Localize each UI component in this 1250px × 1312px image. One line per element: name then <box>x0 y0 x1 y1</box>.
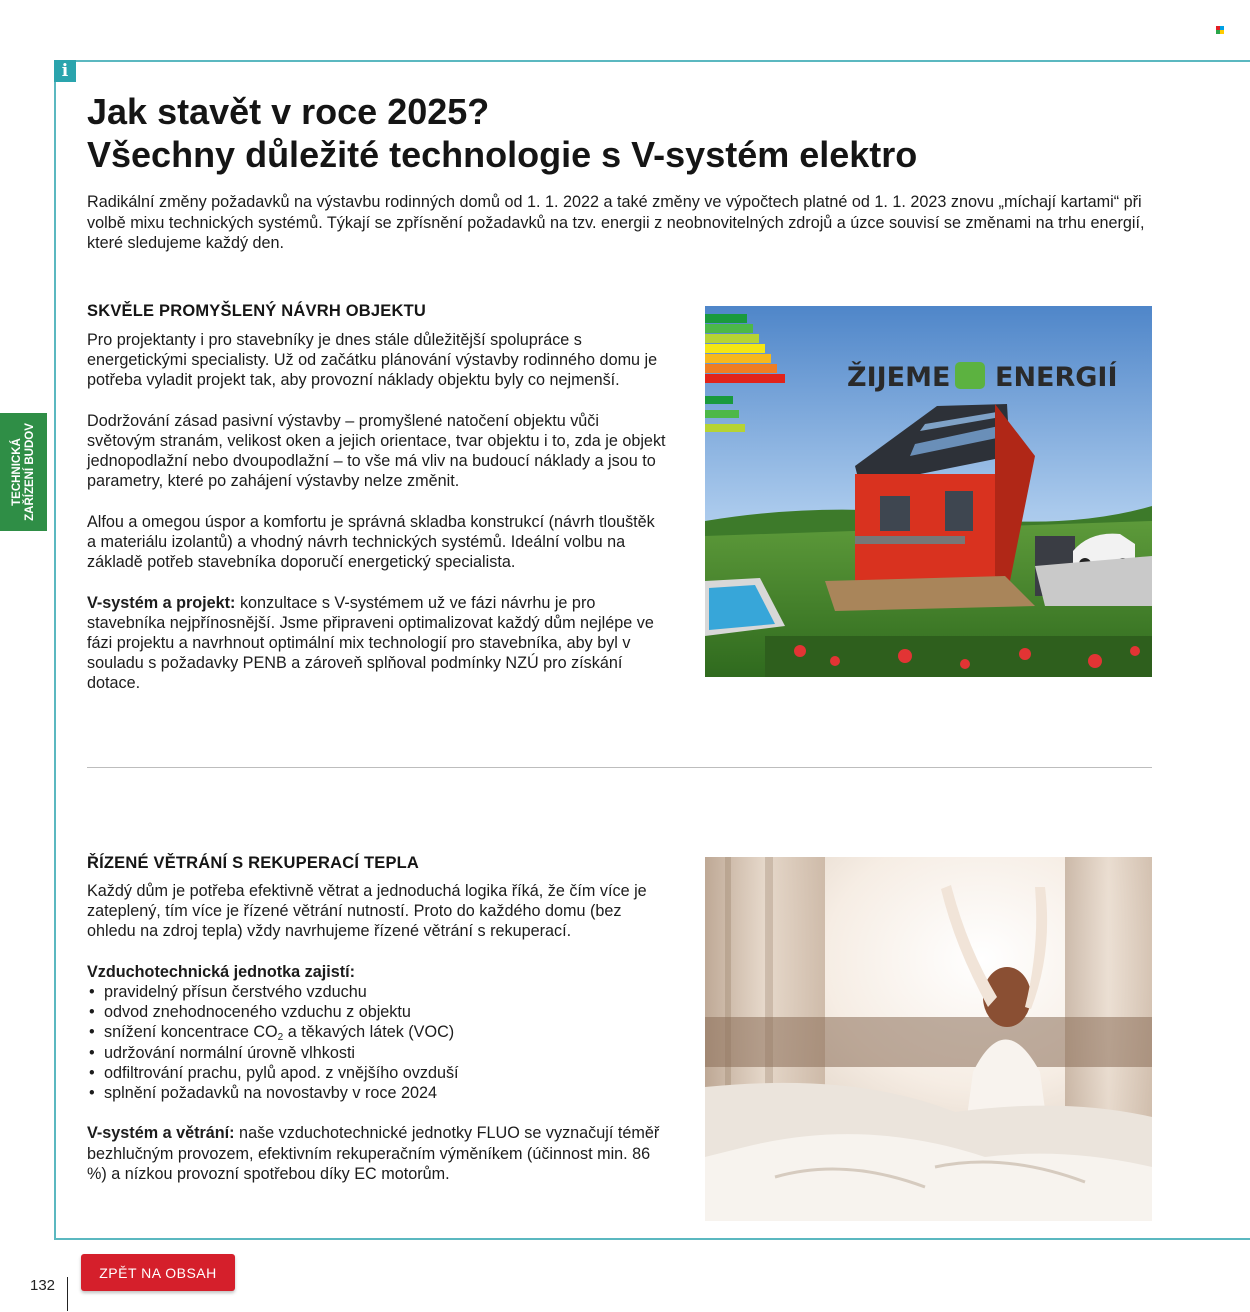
list-item: • odvod znehodnoceného vzduchu z objektu <box>87 1002 667 1022</box>
info-icon: i <box>54 60 76 82</box>
section2-body <box>87 881 667 1204</box>
vsystem-projekt-label: V-systém a projekt: <box>87 593 236 612</box>
side-tab-line1: TECHNICKÁ <box>10 438 23 506</box>
page-number: 132 <box>30 1277 56 1294</box>
brand-logo-icon <box>1216 26 1225 34</box>
section1-title: SKVĚLE PROMYŠLENÝ NÁVRH OBJEKTU <box>87 302 426 320</box>
back-to-contents-button[interactable]: ZPĚT NA OBSAH <box>81 1254 235 1291</box>
vsystem-vetrani-label: V-systém a větrání: <box>87 1124 235 1143</box>
section-divider <box>87 767 1152 768</box>
list-item <box>87 1022 667 1042</box>
ventilation-benefits-list <box>87 982 667 1103</box>
image-headline-right: ENERGIÍ <box>995 362 1118 393</box>
page-number-rule <box>67 1277 68 1311</box>
section-side-tab <box>0 413 47 531</box>
vsystem-projekt-text: konzultace s V-systémem už ve fázi návrhu je pro stavebníka nejpřínosnější. Jsme připraveni optimalizovat každý dům nejlépe ve fázi projektu a navrhnout optimální mix technologií pro stavebníka, aby byl v souladu s požadavky PENB a zároveň splňoval podmínky NZÚ pro získání dotace. <box>87 593 654 693</box>
page-title <box>87 90 1187 176</box>
image-headline-left: ŽIJEME <box>847 362 951 393</box>
bedroom-morning-image <box>705 857 1152 1221</box>
page-title-line1: Jak stavět v roce 2025? <box>87 91 490 132</box>
section2-paragraph-1: Každý dům je potřeba efektivně větrat a jednoduchá logika říká, že čím více je zateplený, tím více je řízené větrání nutností. Proto do každého domu (bez ohledu na zdroj tepla) vždy navrhujeme řízené větrání s rekuperací. <box>87 882 647 941</box>
section1-body <box>87 330 667 714</box>
vsystem-vetrani-text: naše vzduchotechnické jednotky FLUO se vyznačují téměř bezhlučným provozem, efektivním rekuperačním výměníkem (účinnost min. 86 %) a nízkou provozní spotřebou díky EC motorům. <box>87 1124 660 1183</box>
house-energy-image <box>705 306 1152 677</box>
list-item: • pravidelný přísun čerstvého vzduchu <box>87 982 667 1002</box>
co2-text: snížení koncentrace CO <box>104 1023 278 1042</box>
list-item: • splnění požadavků na novostavby v roce 2024 <box>87 1083 667 1103</box>
page-title-line2: Všechny důležité technologie s V-systém elektro <box>87 134 918 175</box>
list-item: • odfiltrování prachu, pylů apod. z vnějšího ovzduší <box>87 1063 667 1083</box>
list-item: • udržování normální úrovně vlhkosti <box>87 1043 667 1063</box>
section1-paragraph-2: Dodržování zásad pasivní výstavby – promyšlené natočení objektu vůči světovým stranám, velikost oken a jejich orientace, tvar objektu i to, zda je objekt jednopodlažní nebo dvoupodlažní – to vše má vliv na budoucí náklady a jsou to parametry, které po zahájení výstavby nelze změnit. <box>87 411 666 491</box>
section1-paragraph-1: Pro projektanty i pro stavebníky je dnes stále důležitější spolupráce s energetickými specialisty. Už od začátku plánování výstavby rodinného domu je potřeba vyladit projekt tak, aby provozní náklady objektu byly co nejmenší. <box>87 331 658 390</box>
co2-rest: a těkavých látek (VOC) <box>283 1023 455 1042</box>
section2-title: ŘÍZENÉ VĚTRÁNÍ S REKUPERACÍ TEPLA <box>87 854 420 872</box>
ventilation-list-title-text: Vzduchotechnická jednotka zajistí: <box>87 962 356 981</box>
co2-subscript: 2 <box>277 1032 284 1044</box>
ventilation-list-title <box>87 962 667 982</box>
intro-paragraph: Radikální změny požadavků na výstavbu rodinných domů od 1. 1. 2022 a také změny ve výpočtech platné od 1. 1. 2023 znovu „míchají kartami“ při volbě mixu technických systémů. Týkají se zpřísnění požadavků na tzv. energii z neobnovitelných zdrojů a úzce souvisí se změnami na trhu energií, které sledujeme každý den. <box>87 193 1145 252</box>
section2-paragraph-2 <box>87 1123 667 1184</box>
side-tab-line2: ZAŘÍZENÍ BUDOV <box>23 423 36 521</box>
section1-paragraph-3: Alfou a omegou úspor a komfortu je správná skladba konstrukcí (návrh tlouštěk a materiálu izolantů) a vhodný návrh technických systémů. Ideální volbu na základě potřeb stavebníka doporučí energetický specialista. <box>87 512 655 572</box>
section1-paragraph-4 <box>87 593 667 694</box>
